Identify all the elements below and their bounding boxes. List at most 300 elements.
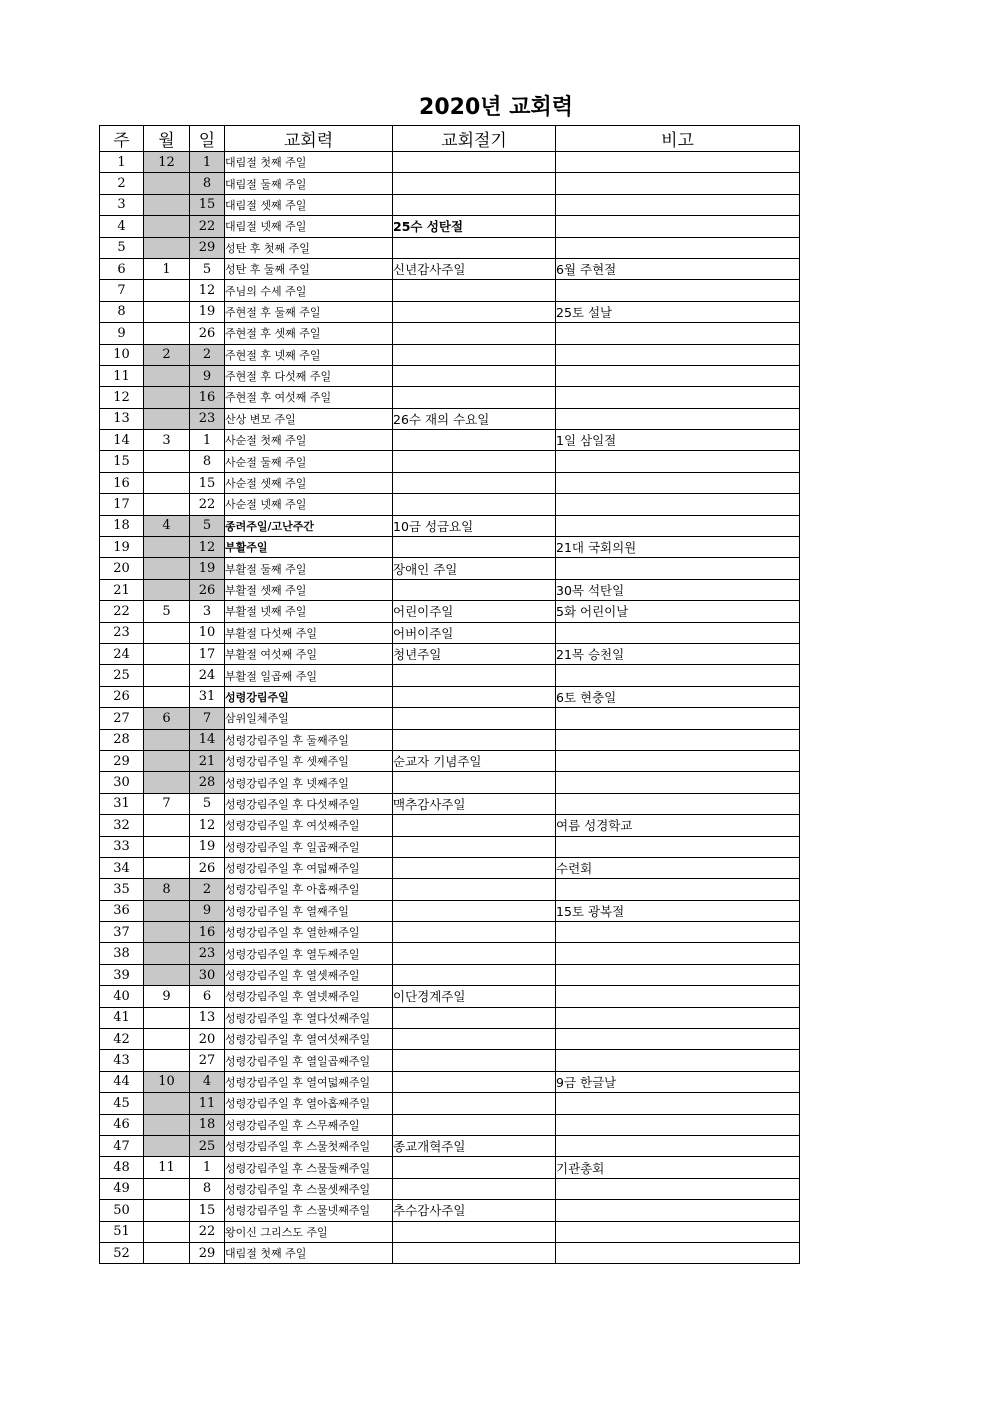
table-row — [100, 258, 800, 279]
day-cell: 5 — [190, 258, 225, 279]
table-row — [100, 857, 800, 878]
church-calendar-cell: 주현절 후 넷째 주일 — [225, 344, 393, 365]
season-cell: 어린이주일 — [393, 601, 556, 622]
church-calendar-cell: 부활주일 — [225, 537, 393, 558]
month-cell: 10 — [144, 1071, 190, 1092]
day-cell: 19 — [190, 558, 225, 579]
month-cell — [144, 472, 190, 493]
month-cell — [144, 365, 190, 386]
season-cell — [393, 900, 556, 921]
table-row — [100, 280, 800, 301]
church-calendar-cell: 성탄 후 첫째 주일 — [225, 237, 393, 258]
church-calendar-cell: 성령강림주일 후 둘째주일 — [225, 729, 393, 750]
season-cell — [393, 1221, 556, 1242]
season-cell — [393, 1093, 556, 1114]
month-cell — [144, 643, 190, 664]
header-day: 일 — [190, 126, 225, 152]
table-row — [100, 301, 800, 322]
season-cell — [393, 964, 556, 985]
week-cell: 29 — [100, 750, 144, 771]
table-row — [100, 964, 800, 985]
week-cell: 41 — [100, 1007, 144, 1028]
church-calendar-cell: 주님의 수세 주일 — [225, 280, 393, 301]
day-cell: 15 — [190, 194, 225, 215]
week-cell: 30 — [100, 772, 144, 793]
table-row — [100, 1093, 800, 1114]
note-cell — [556, 216, 800, 237]
week-cell: 35 — [100, 879, 144, 900]
season-cell: 26수 재의 수요일 — [393, 408, 556, 429]
day-cell: 14 — [190, 729, 225, 750]
day-cell: 6 — [190, 986, 225, 1007]
day-cell: 9 — [190, 900, 225, 921]
day-cell: 15 — [190, 472, 225, 493]
table-row — [100, 1157, 800, 1178]
month-cell — [144, 558, 190, 579]
table-row — [100, 579, 800, 600]
church-calendar-cell: 대림절 셋째 주일 — [225, 194, 393, 215]
church-calendar-cell: 주현절 후 다섯째 주일 — [225, 365, 393, 386]
month-cell — [144, 1242, 190, 1263]
day-cell: 1 — [190, 430, 225, 451]
day-cell: 22 — [190, 216, 225, 237]
church-calendar-cell: 사순절 첫째 주일 — [225, 430, 393, 451]
week-cell: 1 — [100, 152, 144, 173]
month-cell: 1 — [144, 258, 190, 279]
season-cell — [393, 1242, 556, 1263]
month-cell — [144, 237, 190, 258]
week-cell: 31 — [100, 793, 144, 814]
day-cell: 22 — [190, 494, 225, 515]
day-cell: 3 — [190, 601, 225, 622]
note-cell — [556, 194, 800, 215]
note-cell: 21목 승천일 — [556, 643, 800, 664]
day-cell: 19 — [190, 836, 225, 857]
church-calendar-table — [99, 125, 800, 1264]
table-row — [100, 815, 800, 836]
note-cell — [556, 964, 800, 985]
season-cell: 이단경계주일 — [393, 986, 556, 1007]
day-cell: 26 — [190, 323, 225, 344]
season-cell — [393, 879, 556, 900]
table-row — [100, 1135, 800, 1156]
table-row — [100, 750, 800, 771]
church-calendar-cell: 성령강림주일 후 열두째주일 — [225, 943, 393, 964]
table-row — [100, 451, 800, 472]
note-cell: 1일 삼일절 — [556, 430, 800, 451]
season-cell: 장애인 주일 — [393, 558, 556, 579]
season-cell — [393, 1050, 556, 1071]
church-calendar-cell: 성령강림주일 후 스물둘째주일 — [225, 1157, 393, 1178]
month-cell — [144, 173, 190, 194]
season-cell — [393, 430, 556, 451]
note-cell — [556, 729, 800, 750]
note-cell — [556, 408, 800, 429]
season-cell — [393, 387, 556, 408]
day-cell: 10 — [190, 622, 225, 643]
note-cell — [556, 1135, 800, 1156]
header-week: 주 — [100, 126, 144, 152]
week-cell: 2 — [100, 173, 144, 194]
season-cell — [393, 1157, 556, 1178]
month-cell — [144, 964, 190, 985]
note-cell — [556, 365, 800, 386]
season-cell — [393, 1178, 556, 1199]
header-church-calendar: 교회력 — [225, 126, 393, 152]
church-calendar-cell: 성령강림주일 후 스물넷째주일 — [225, 1200, 393, 1221]
church-calendar-cell: 대림절 둘째 주일 — [225, 173, 393, 194]
table-row — [100, 1050, 800, 1071]
month-cell — [144, 1093, 190, 1114]
week-cell: 20 — [100, 558, 144, 579]
month-cell: 4 — [144, 515, 190, 536]
table-row — [100, 793, 800, 814]
church-calendar-cell: 성령강림주일 후 다섯째주일 — [225, 793, 393, 814]
week-cell: 44 — [100, 1071, 144, 1092]
week-cell: 43 — [100, 1050, 144, 1071]
note-cell — [556, 708, 800, 729]
church-calendar-cell: 주현절 후 셋째 주일 — [225, 323, 393, 344]
table-row — [100, 1242, 800, 1263]
table-row — [100, 986, 800, 1007]
week-cell: 25 — [100, 665, 144, 686]
note-cell — [556, 836, 800, 857]
season-cell — [393, 729, 556, 750]
note-cell: 여름 성경학교 — [556, 815, 800, 836]
season-cell — [393, 194, 556, 215]
season-cell — [393, 494, 556, 515]
week-cell: 8 — [100, 301, 144, 322]
month-cell: 7 — [144, 793, 190, 814]
note-cell: 기관총회 — [556, 1157, 800, 1178]
week-cell: 14 — [100, 430, 144, 451]
week-cell: 36 — [100, 900, 144, 921]
month-cell — [144, 579, 190, 600]
note-cell — [556, 943, 800, 964]
church-calendar-cell: 성령강림주일 후 스물첫째주일 — [225, 1135, 393, 1156]
day-cell: 8 — [190, 451, 225, 472]
day-cell: 21 — [190, 750, 225, 771]
table-row — [100, 173, 800, 194]
season-cell — [393, 708, 556, 729]
month-cell — [144, 943, 190, 964]
note-cell — [556, 879, 800, 900]
table-row — [100, 708, 800, 729]
season-cell: 25수 성탄절 — [393, 216, 556, 237]
season-cell: 청년주일 — [393, 643, 556, 664]
month-cell — [144, 1135, 190, 1156]
day-cell: 30 — [190, 964, 225, 985]
table-row — [100, 194, 800, 215]
month-cell: 8 — [144, 879, 190, 900]
church-calendar-cell: 성령강림주일 후 열여섯째주일 — [225, 1029, 393, 1050]
week-cell: 28 — [100, 729, 144, 750]
season-cell — [393, 1029, 556, 1050]
season-cell — [393, 943, 556, 964]
note-cell — [556, 173, 800, 194]
day-cell: 5 — [190, 793, 225, 814]
day-cell: 26 — [190, 857, 225, 878]
week-cell: 40 — [100, 986, 144, 1007]
church-calendar-cell: 성령강림주일 후 열아홉째주일 — [225, 1093, 393, 1114]
church-calendar-cell: 부활절 둘째 주일 — [225, 558, 393, 579]
day-cell: 16 — [190, 922, 225, 943]
month-cell — [144, 729, 190, 750]
month-cell: 9 — [144, 986, 190, 1007]
church-calendar-cell: 성령강림주일 후 열여덟째주일 — [225, 1071, 393, 1092]
month-cell — [144, 1007, 190, 1028]
church-calendar-cell: 대림절 첫째 주일 — [225, 152, 393, 173]
month-cell — [144, 1114, 190, 1135]
table-row — [100, 665, 800, 686]
day-cell: 29 — [190, 1242, 225, 1263]
church-calendar-cell: 성령강림주일 후 열일곱째주일 — [225, 1050, 393, 1071]
church-calendar-cell: 성령강림주일 후 스무째주일 — [225, 1114, 393, 1135]
note-cell — [556, 344, 800, 365]
church-calendar-cell: 부활절 넷째 주일 — [225, 601, 393, 622]
week-cell: 5 — [100, 237, 144, 258]
church-calendar-cell: 대림절 넷째 주일 — [225, 216, 393, 237]
month-cell — [144, 857, 190, 878]
church-calendar-cell: 성탄 후 둘째 주일 — [225, 258, 393, 279]
month-cell — [144, 408, 190, 429]
day-cell: 12 — [190, 815, 225, 836]
month-cell: 5 — [144, 601, 190, 622]
month-cell — [144, 772, 190, 793]
month-cell: 11 — [144, 1157, 190, 1178]
season-cell — [393, 237, 556, 258]
month-cell — [144, 815, 190, 836]
note-cell — [556, 750, 800, 771]
season-cell — [393, 323, 556, 344]
day-cell: 31 — [190, 686, 225, 707]
header-season: 교회절기 — [393, 126, 556, 152]
week-cell: 13 — [100, 408, 144, 429]
table-row — [100, 494, 800, 515]
day-cell: 20 — [190, 1029, 225, 1050]
week-cell: 45 — [100, 1093, 144, 1114]
church-calendar-cell: 성령강림주일 후 열한째주일 — [225, 922, 393, 943]
week-cell: 3 — [100, 194, 144, 215]
week-cell: 51 — [100, 1221, 144, 1242]
week-cell: 17 — [100, 494, 144, 515]
church-calendar-cell: 부활절 일곱째 주일 — [225, 665, 393, 686]
month-cell — [144, 216, 190, 237]
table-row — [100, 344, 800, 365]
month-cell — [144, 900, 190, 921]
day-cell: 27 — [190, 1050, 225, 1071]
month-cell — [144, 1029, 190, 1050]
month-cell — [144, 1221, 190, 1242]
week-cell: 38 — [100, 943, 144, 964]
season-cell — [393, 173, 556, 194]
season-cell — [393, 922, 556, 943]
week-cell: 27 — [100, 708, 144, 729]
note-cell — [556, 451, 800, 472]
week-cell: 52 — [100, 1242, 144, 1263]
table-row — [100, 879, 800, 900]
church-calendar-cell: 성령강림주일 — [225, 686, 393, 707]
season-cell — [393, 815, 556, 836]
day-cell: 4 — [190, 1071, 225, 1092]
day-cell: 16 — [190, 387, 225, 408]
church-calendar-cell: 주현절 후 둘째 주일 — [225, 301, 393, 322]
month-cell — [144, 323, 190, 344]
church-calendar-cell: 부활절 여섯째 주일 — [225, 643, 393, 664]
season-cell: 어버이주일 — [393, 622, 556, 643]
table-row — [100, 216, 800, 237]
table-row — [100, 601, 800, 622]
church-calendar-cell: 삼위일체주일 — [225, 708, 393, 729]
season-cell — [393, 280, 556, 301]
month-cell — [144, 1050, 190, 1071]
day-cell: 26 — [190, 579, 225, 600]
day-cell: 1 — [190, 152, 225, 173]
day-cell: 11 — [190, 1093, 225, 1114]
church-calendar-cell: 성령강림주일 후 넷째주일 — [225, 772, 393, 793]
table-row — [100, 1114, 800, 1135]
season-cell: 10금 성금요일 — [393, 515, 556, 536]
week-cell: 23 — [100, 622, 144, 643]
note-cell — [556, 793, 800, 814]
week-cell: 34 — [100, 857, 144, 878]
note-cell — [556, 1029, 800, 1050]
month-cell — [144, 387, 190, 408]
church-calendar-cell: 성령강림주일 후 일곱째주일 — [225, 836, 393, 857]
church-calendar-cell: 대림절 첫째 주일 — [225, 1242, 393, 1263]
day-cell: 22 — [190, 1221, 225, 1242]
note-cell — [556, 1242, 800, 1263]
note-cell — [556, 772, 800, 793]
week-cell: 39 — [100, 964, 144, 985]
month-cell — [144, 1178, 190, 1199]
table-row — [100, 1221, 800, 1242]
week-cell: 33 — [100, 836, 144, 857]
month-cell — [144, 301, 190, 322]
note-cell: 5화 어린이날 — [556, 601, 800, 622]
table-row — [100, 643, 800, 664]
season-cell — [393, 1007, 556, 1028]
table-row — [100, 836, 800, 857]
day-cell: 2 — [190, 879, 225, 900]
season-cell — [393, 451, 556, 472]
table-row — [100, 472, 800, 493]
month-cell — [144, 494, 190, 515]
season-cell — [393, 344, 556, 365]
table-row — [100, 922, 800, 943]
month-cell — [144, 686, 190, 707]
month-cell — [144, 451, 190, 472]
table-row — [100, 323, 800, 344]
church-calendar-cell: 사순절 셋째 주일 — [225, 472, 393, 493]
note-cell: 6토 현충일 — [556, 686, 800, 707]
season-cell — [393, 686, 556, 707]
season-cell — [393, 301, 556, 322]
note-cell — [556, 1221, 800, 1242]
day-cell: 23 — [190, 943, 225, 964]
church-calendar-cell: 성령강림주일 후 아홉째주일 — [225, 879, 393, 900]
season-cell — [393, 857, 556, 878]
note-cell — [556, 472, 800, 493]
day-cell: 25 — [190, 1135, 225, 1156]
month-cell: 2 — [144, 344, 190, 365]
month-cell — [144, 665, 190, 686]
note-cell — [556, 280, 800, 301]
table-row — [100, 365, 800, 386]
season-cell — [393, 365, 556, 386]
day-cell: 9 — [190, 365, 225, 386]
day-cell: 8 — [190, 173, 225, 194]
season-cell — [393, 1114, 556, 1135]
week-cell: 12 — [100, 387, 144, 408]
season-cell — [393, 665, 556, 686]
note-cell: 9금 한글날 — [556, 1071, 800, 1092]
note-cell: 25토 설날 — [556, 301, 800, 322]
church-calendar-cell: 사순절 넷째 주일 — [225, 494, 393, 515]
week-cell: 15 — [100, 451, 144, 472]
note-cell — [556, 558, 800, 579]
day-cell: 8 — [190, 1178, 225, 1199]
table-row — [100, 900, 800, 921]
note-cell — [556, 922, 800, 943]
month-cell: 3 — [144, 430, 190, 451]
season-cell: 신년감사주일 — [393, 258, 556, 279]
table-row — [100, 430, 800, 451]
church-calendar-cell: 주현절 후 여섯째 주일 — [225, 387, 393, 408]
month-cell: 6 — [144, 708, 190, 729]
day-cell: 13 — [190, 1007, 225, 1028]
week-cell: 46 — [100, 1114, 144, 1135]
note-cell — [556, 1007, 800, 1028]
month-cell — [144, 622, 190, 643]
note-cell — [556, 494, 800, 515]
table-row — [100, 1071, 800, 1092]
week-cell: 11 — [100, 365, 144, 386]
note-cell: 수련회 — [556, 857, 800, 878]
note-cell — [556, 622, 800, 643]
month-cell — [144, 1200, 190, 1221]
season-cell — [393, 472, 556, 493]
table-row — [100, 729, 800, 750]
note-cell — [556, 515, 800, 536]
header-note: 비고 — [556, 126, 800, 152]
week-cell: 37 — [100, 922, 144, 943]
church-calendar-cell: 성령강림주일 후 여덟째주일 — [225, 857, 393, 878]
day-cell: 2 — [190, 344, 225, 365]
table-row — [100, 408, 800, 429]
month-cell — [144, 922, 190, 943]
season-cell: 순교자 기념주일 — [393, 750, 556, 771]
day-cell: 23 — [190, 408, 225, 429]
header-row — [100, 126, 800, 152]
day-cell: 12 — [190, 537, 225, 558]
day-cell: 15 — [190, 1200, 225, 1221]
table-row — [100, 537, 800, 558]
header-month: 월 — [144, 126, 190, 152]
note-cell — [556, 1050, 800, 1071]
day-cell: 17 — [190, 643, 225, 664]
note-cell — [556, 1093, 800, 1114]
season-cell: 종교개혁주일 — [393, 1135, 556, 1156]
church-calendar-cell: 성령강림주일 후 여섯째주일 — [225, 815, 393, 836]
season-cell — [393, 772, 556, 793]
table-row — [100, 387, 800, 408]
page-title: 2020년 교회력 — [419, 95, 573, 120]
table-row — [100, 558, 800, 579]
note-cell — [556, 152, 800, 173]
day-cell: 18 — [190, 1114, 225, 1135]
week-cell: 9 — [100, 323, 144, 344]
